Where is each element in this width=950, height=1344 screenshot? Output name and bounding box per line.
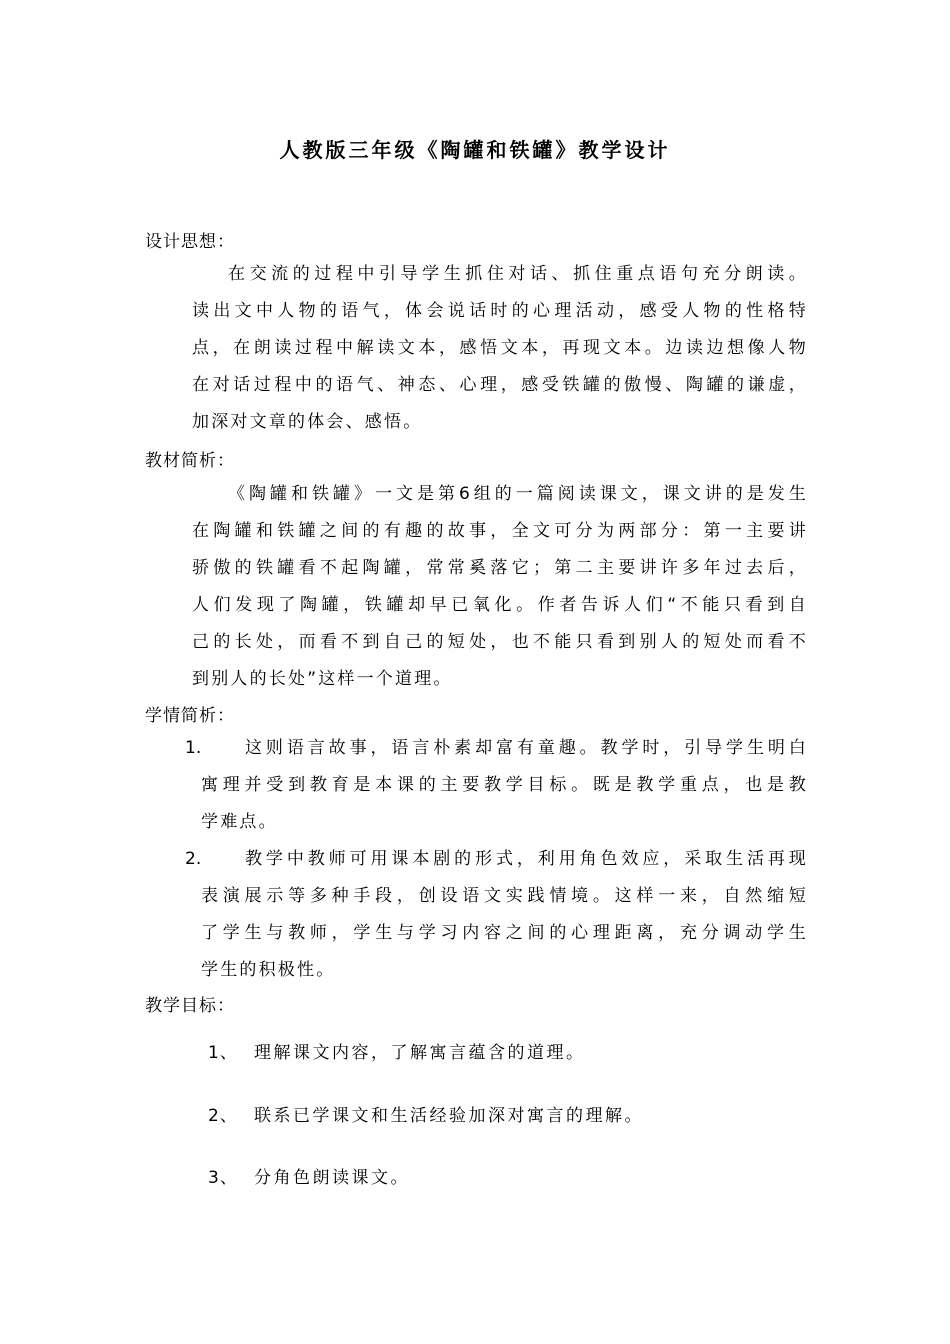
text-line: 在对话过程中的语气、神态、心理，感受铁罐的傲慢、陶罐的谦虚， xyxy=(192,375,808,395)
text-line: 人们发现了陶罐，铁罐却早已氧化。作者告诉人们“不能只看到自 xyxy=(192,595,808,615)
list-number: 2. xyxy=(185,849,202,869)
list-item xyxy=(185,730,808,841)
text-line: 表演展示等多种手段，创设语文实践情境。这样一来，自然缩短 xyxy=(201,886,808,906)
goal-number: 1、 xyxy=(208,1043,238,1063)
text-line: 学生的积极性。 xyxy=(201,960,336,980)
section-body-design xyxy=(192,256,808,441)
goal-item xyxy=(208,1041,586,1065)
text-line: 读出文中人物的语气，体会说话时的心理活动，感受人物的性格特 xyxy=(192,301,808,321)
goal-text: 理解课文内容，了解寓言蕴含的道理。 xyxy=(254,1043,586,1063)
section-heading-design: 设计思想： xyxy=(145,232,235,252)
text-line: 点，在朗读过程中解读文本，感悟文本，再现文本。边读边想像人物 xyxy=(192,338,808,358)
goal-item xyxy=(208,1104,644,1128)
text-line: 在陶罐和铁罐之间的有趣的故事，全文可分为两部分：第一主要讲 xyxy=(192,521,808,541)
section-heading-material: 教材简析： xyxy=(145,451,235,471)
text-line: 这则语言故事，语言朴素却富有童趣。教学时，引导学生明白 xyxy=(245,738,808,758)
section-body-material xyxy=(192,476,808,698)
text-line: 了学生与教师，学生与学习内容之间的心理距离，充分调动学生 xyxy=(201,923,808,943)
section-heading-goals: 教学目标： xyxy=(145,996,235,1016)
text-line: 学难点。 xyxy=(201,812,278,832)
list-number: 1. xyxy=(185,738,202,758)
text-line: 加深对文章的体会、感悟。 xyxy=(192,412,423,432)
text-line: 骄傲的铁罐看不起陶罐，常常奚落它；第二主要讲许多年过去后， xyxy=(192,558,808,578)
text-line: 《陶罐和铁罐》一文是第6组的一篇阅读课文，课文讲的是发生 xyxy=(228,484,808,504)
document-title: 人教版三年级《陶罐和铁罐》教学设计 xyxy=(279,138,671,162)
text-line: 在交流的过程中引导学生抓住对话、抓住重点语句充分朗读。 xyxy=(228,264,808,284)
text-line: 己的长处，而看不到自己的短处，也不能只看到别人的短处而看不 xyxy=(192,632,808,652)
goal-number: 3、 xyxy=(208,1168,238,1188)
goal-item xyxy=(208,1166,410,1190)
section-heading-students: 学情简析： xyxy=(145,706,235,726)
text-line: 教学中教师可用课本剧的形式，利用角色效应，采取生活再现 xyxy=(245,849,808,869)
text-line: 寓理并受到教育是本课的主要教学目标。既是教学重点，也是教 xyxy=(201,775,808,795)
goal-number: 2、 xyxy=(208,1106,238,1126)
text-line: 到别人的长处”这样一个道理。 xyxy=(192,669,453,689)
list-item xyxy=(185,841,808,989)
goal-text: 联系已学课文和生活经验加深对寓言的理解。 xyxy=(254,1106,644,1126)
goal-text: 分角色朗读课文。 xyxy=(254,1168,410,1188)
